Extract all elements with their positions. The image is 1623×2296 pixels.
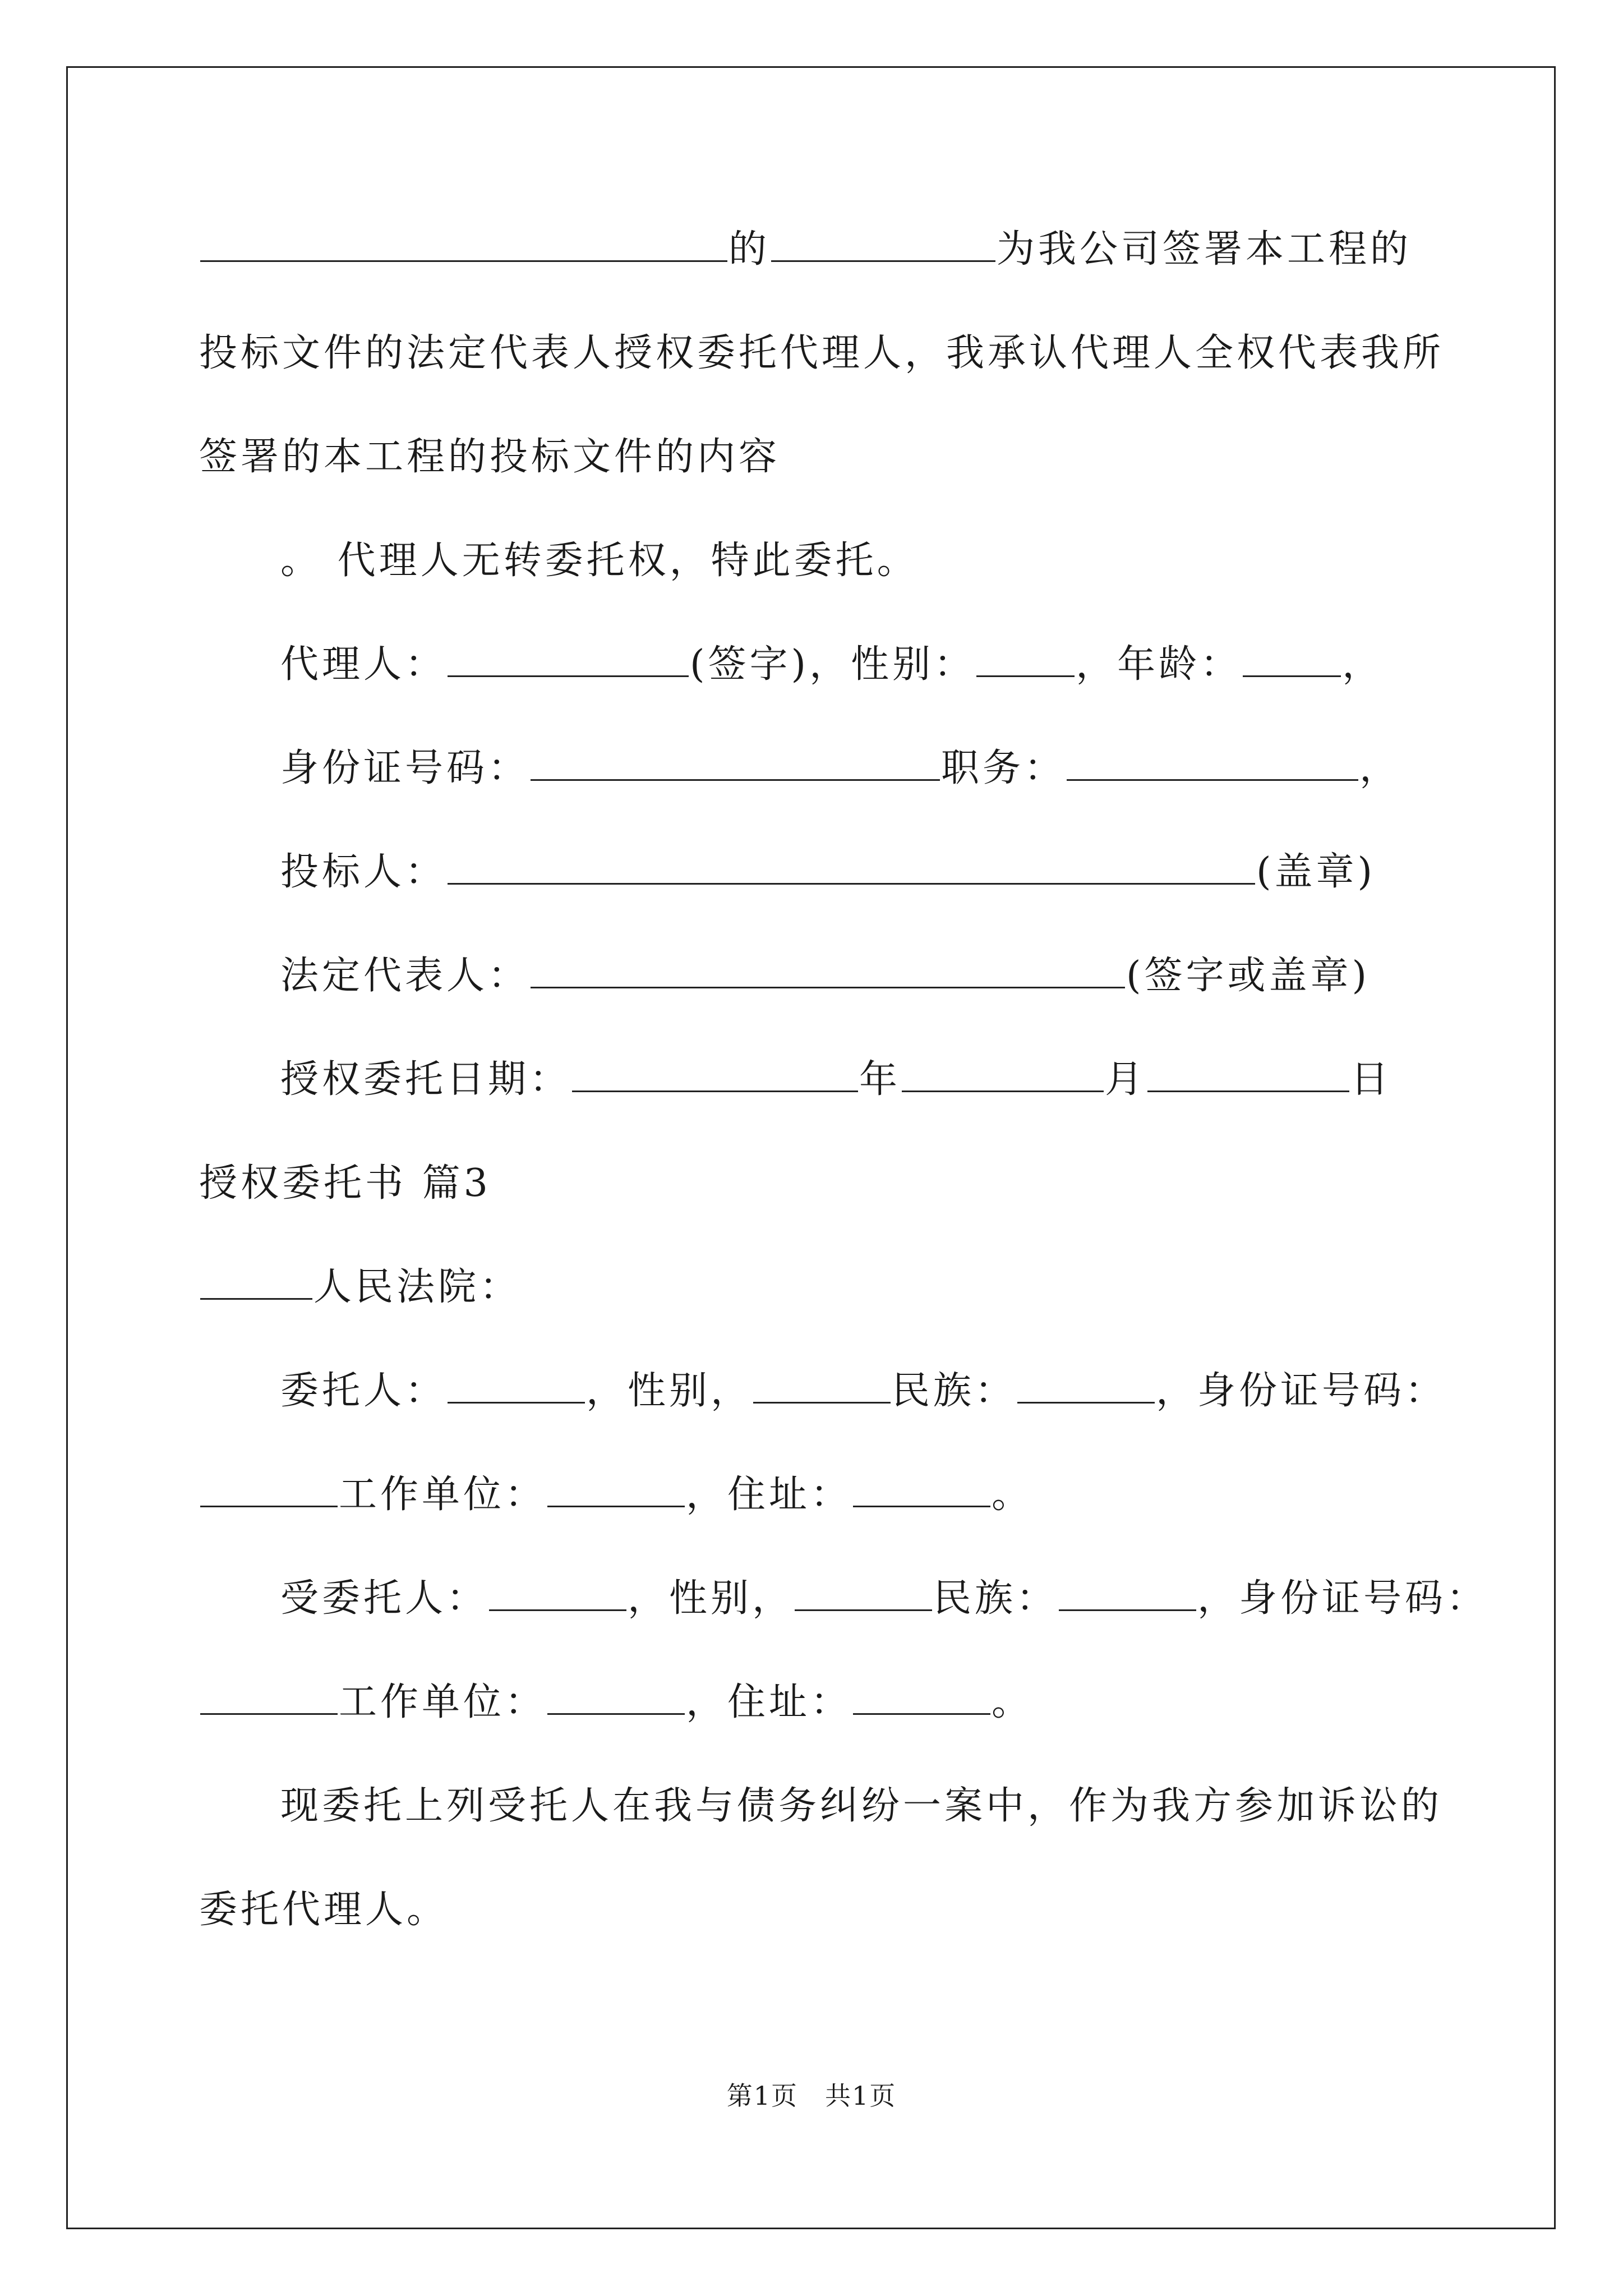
trustee-address-label: ，住址： [686, 1680, 852, 1724]
bidder-blank[interactable] [448, 850, 1255, 885]
trustee-work-blank[interactable] [547, 1681, 685, 1715]
bidder-label: 投标人： [280, 850, 447, 894]
paragraph1-line3: 签署的本工程的投标文件的内容 [199, 435, 781, 479]
legal-rep-seal: (签字或盖章) [1126, 954, 1371, 998]
principal-work-line [199, 1470, 1033, 1520]
court-blank[interactable] [200, 1266, 312, 1300]
id-label: 身份证号码： [280, 746, 530, 790]
trustee-gender-label: ，性别， [628, 1576, 794, 1621]
trustee-ethnicity-label: 民族： [933, 1576, 1058, 1621]
principal-id-blank[interactable] [200, 1473, 338, 1507]
gender-blank[interactable] [976, 643, 1075, 677]
trustee-address-blank[interactable] [853, 1681, 990, 1715]
id-end: ， [1359, 746, 1401, 790]
paragraph2: 。 代理人无转委托权，特此委托。 [280, 539, 919, 583]
trustee-end: 。 [992, 1680, 1034, 1724]
trustee-line [280, 1573, 1488, 1624]
month-label: 月 [1105, 1057, 1147, 1102]
closing-line1: 现委托上列受托人在我与债务纠纷一案中，作为我方参加诉讼的 [280, 1784, 1443, 1828]
principal-name-blank[interactable] [448, 1369, 585, 1404]
principal-gender-blank[interactable] [753, 1369, 891, 1404]
principal-line [280, 1366, 1446, 1416]
trustee-id-blank[interactable] [200, 1681, 338, 1715]
trustee-ethnicity-blank[interactable] [1059, 1577, 1196, 1611]
principal-label: 委托人： [280, 1369, 447, 1413]
position-label: 职务： [941, 746, 1066, 790]
legal-rep-line [280, 951, 1370, 1001]
trustee-label: 受委托人： [280, 1576, 488, 1621]
paragraph1-line2: 投标文件的法定代表人授权委托代理人，我承认代理人全权代表我所 [199, 331, 1445, 375]
principal-end: 。 [992, 1473, 1034, 1517]
principal-ethnicity-label: 民族： [892, 1369, 1017, 1413]
date-label: 授权委托日期： [280, 1057, 571, 1102]
year-blank[interactable] [572, 1058, 858, 1092]
agent-label: 代理人： [280, 642, 447, 687]
year-label: 年 [859, 1057, 901, 1102]
principal-id-label: ，身份证号码： [1156, 1369, 1447, 1413]
month-blank[interactable] [902, 1058, 1104, 1092]
principal-address-label: ，住址： [686, 1473, 852, 1517]
text-of: 的 [728, 227, 771, 272]
page-number-footer: 第1页 共1页 [726, 2081, 897, 2111]
section-heading: 授权委托书 篇3 [199, 1161, 491, 1205]
legal-rep-label: 法定代表人： [280, 954, 530, 998]
trustee-id-label: ，身份证号码： [1197, 1576, 1488, 1621]
legal-rep-blank[interactable] [531, 954, 1125, 988]
company-blank[interactable] [200, 228, 727, 262]
day-blank[interactable] [1147, 1058, 1349, 1092]
paragraph1-line1 [199, 224, 1412, 275]
paragraph1-tail: 为我公司签署本工程的 [997, 227, 1412, 272]
principal-work-label: 工作单位： [339, 1473, 547, 1517]
trustee-gender-blank[interactable] [795, 1577, 932, 1611]
trustee-work-line [199, 1677, 1033, 1728]
agent-sign-gender-label: (签字)，性别： [690, 642, 976, 687]
closing-line2: 委托代理人。 [199, 1888, 449, 1932]
court-label: 人民法院： [313, 1265, 522, 1309]
position-blank[interactable] [1067, 747, 1358, 781]
bidder-seal: (盖章) [1256, 850, 1376, 894]
age-blank[interactable] [1243, 643, 1341, 677]
age-label: ，年龄： [1076, 642, 1242, 687]
principal-gender-label: ，性别， [586, 1369, 753, 1413]
trustee-work-label: 工作单位： [339, 1680, 547, 1724]
trustee-name-blank[interactable] [489, 1577, 626, 1611]
agent-end: ， [1342, 642, 1384, 687]
agent-name-blank[interactable] [448, 643, 689, 677]
principal-ethnicity-blank[interactable] [1017, 1369, 1155, 1404]
court-line [199, 1262, 521, 1313]
id-line [280, 743, 1401, 794]
principal-address-blank[interactable] [853, 1473, 990, 1507]
person-blank[interactable] [771, 228, 995, 262]
principal-work-blank[interactable] [547, 1473, 685, 1507]
id-blank[interactable] [531, 747, 940, 781]
agent-line [280, 639, 1384, 690]
date-line [280, 1055, 1392, 1105]
bidder-line [280, 847, 1376, 898]
day-label: 日 [1350, 1057, 1393, 1102]
